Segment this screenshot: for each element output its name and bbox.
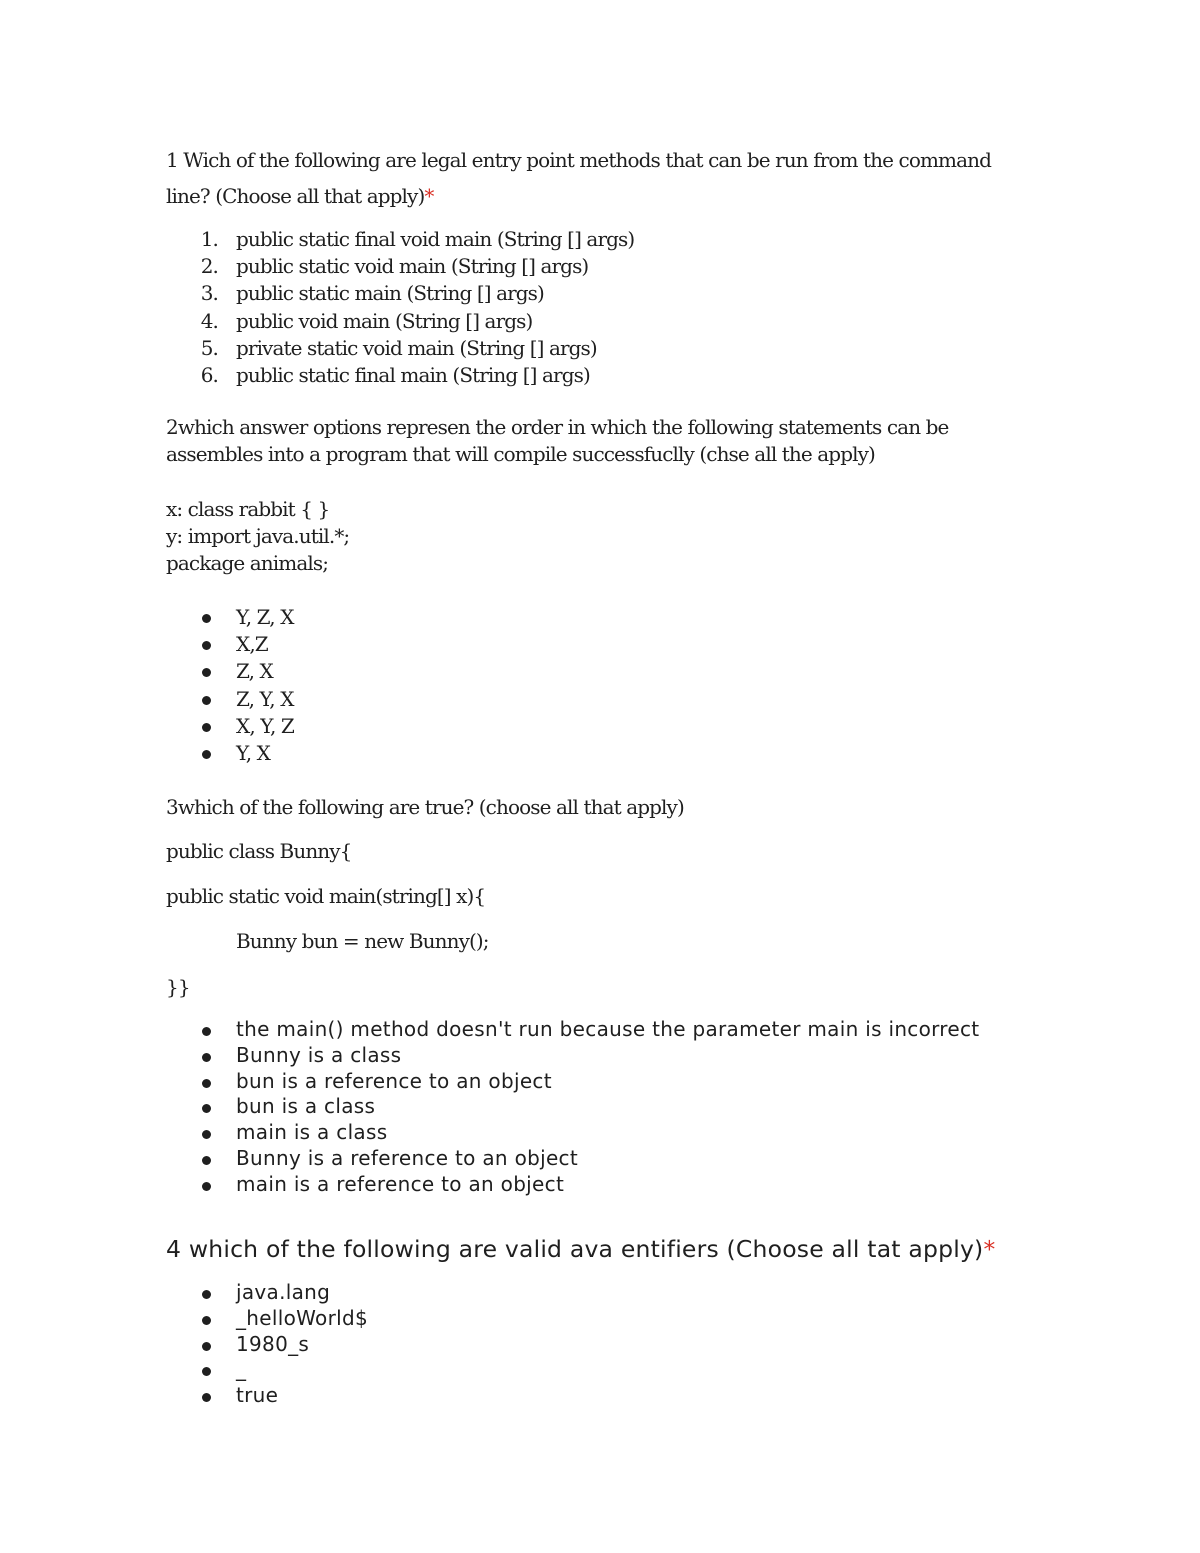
required-mark: *: [983, 1235, 996, 1263]
q2-option: Z, X: [166, 658, 294, 685]
q1-option: 1. public static final void main (String [] args): [200, 227, 635, 251]
bullet-icon: [202, 1290, 211, 1299]
bullet-icon: [202, 1027, 211, 1036]
bullet-icon: [202, 750, 211, 759]
bullet-icon: [202, 1053, 211, 1062]
q1-line1: 1 Wich of the following are legal entry point methods that can be run from the command: [166, 148, 992, 172]
q1-options: [166, 226, 634, 389]
q3-option: Bunny is a reference to an object: [166, 1146, 979, 1172]
bullet-icon: [202, 1130, 211, 1139]
bullet-icon: [202, 1316, 211, 1325]
q3-options: [166, 1017, 979, 1198]
q3-option: main is a reference to an object: [166, 1172, 979, 1198]
q3-option: bun is a class: [166, 1094, 979, 1120]
q4-option: _helloWorld$: [166, 1306, 368, 1332]
q1-line2: [166, 184, 433, 208]
q4-question: [166, 1235, 995, 1263]
q2-line1: 2which answer options represen the order in which the following statements can be: [166, 415, 949, 439]
q3-code-line: Bunny bun = new Bunny();: [236, 929, 489, 953]
q2-option: Y, Z, X: [166, 604, 294, 631]
q2-line2: assembles into a program that will compile successfuclly (chse all the apply): [166, 442, 875, 466]
q1-option: 6. public static final main (String [] args): [200, 363, 590, 388]
q4-option: true: [166, 1383, 368, 1409]
q3-option: Bunny is a class: [166, 1043, 979, 1069]
q1-option: 4. public void main (String [] args): [200, 308, 533, 333]
q2-option: Z, Y, X: [166, 686, 294, 713]
bullet-icon: [202, 614, 211, 623]
bullet-icon: [202, 1156, 211, 1165]
q3-question: 3which of the following are true? (choose all that apply): [166, 795, 684, 819]
q3-code-line: public class Bunny{: [166, 839, 352, 863]
bullet-icon: [202, 1367, 211, 1376]
q4-options: [166, 1280, 368, 1409]
bullet-icon: [202, 1079, 211, 1088]
q4-question-text: 4 which of the following are valid ava entifiers (Choose all tat apply): [166, 1235, 984, 1263]
bullet-icon: [202, 1393, 211, 1402]
q2-option: Y, X: [166, 740, 294, 767]
q2-code-line: package animals;: [166, 551, 329, 575]
bullet-icon: [202, 723, 211, 732]
bullet-icon: [202, 1182, 211, 1191]
q1-option: 3. public static main (String [] args): [200, 281, 544, 306]
q2-code-line: x: class rabbit { }: [166, 497, 330, 521]
q3-code-line: public static void main(string[] x){: [166, 884, 486, 908]
bullet-icon: [202, 696, 211, 705]
q2-options: [166, 604, 294, 767]
q3-option: the main() method doesn't run because the parameter main is incorrect: [166, 1017, 979, 1043]
q3-option: main is a class: [166, 1120, 979, 1146]
q2-option: X,Z: [166, 631, 294, 658]
q1-option: 5. private static void main (String [] args): [200, 335, 597, 360]
required-mark: *: [424, 184, 434, 208]
q1-line2-text: line? (Choose all that apply): [166, 184, 425, 208]
bullet-icon: [202, 1104, 211, 1113]
bullet-icon: [202, 1342, 211, 1351]
bullet-icon: [202, 668, 211, 677]
q4-option: 1980_s: [166, 1332, 368, 1358]
q3-option: bun is a reference to an object: [166, 1069, 979, 1095]
q4-option: _: [166, 1357, 368, 1383]
bullet-icon: [202, 641, 211, 650]
q1-option: 2. public static void main (String [] args): [200, 254, 589, 279]
q2-code-line: y: import java.util.*;: [166, 524, 350, 548]
q2-option: X, Y, Z: [166, 713, 294, 740]
q3-code-line: }}: [166, 975, 190, 999]
q4-option: java.lang: [166, 1280, 368, 1306]
